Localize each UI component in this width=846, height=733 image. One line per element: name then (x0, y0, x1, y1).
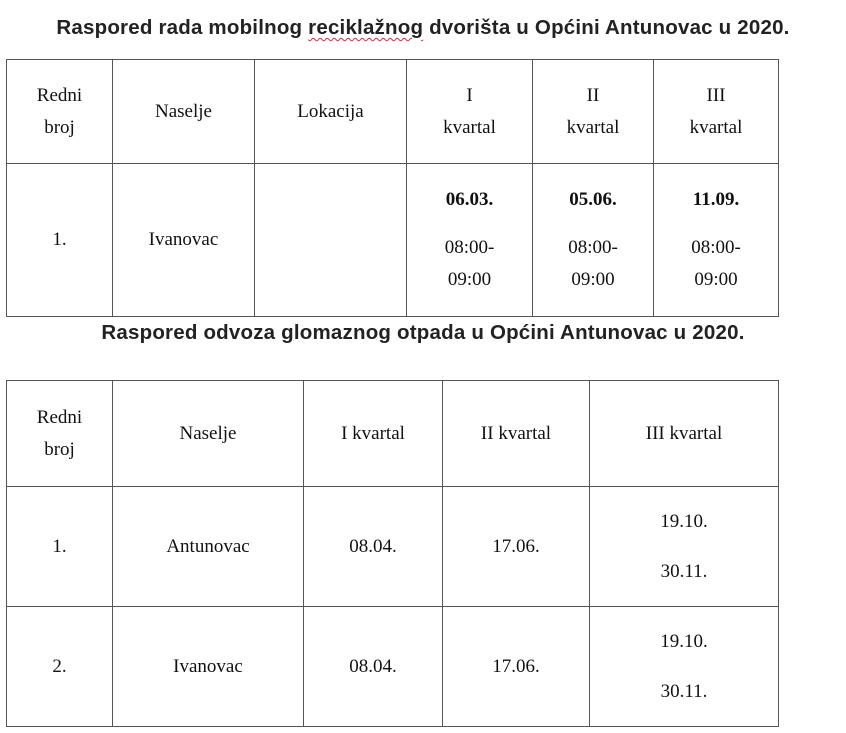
recycling-yard-schedule-table (6, 59, 779, 317)
header-naselje: Naselje (113, 60, 255, 164)
table-header-row (7, 381, 779, 487)
cell-redni-broj: 1. (7, 487, 113, 607)
cell-q2: 05.06. 08:00- 09:00 (533, 164, 654, 317)
cell-naselje: Antunovac (113, 487, 304, 607)
cell-redni-broj: 1. (7, 164, 113, 317)
recycling-yard-schedule-title: Raspored rada mobilnog reciklažnog dvorišta u Općini Antunovac u 2020. (56, 16, 790, 39)
cell-q3: 19.10. 30.11. (590, 607, 779, 727)
header-redni-broj: Redni broj (7, 60, 113, 164)
cell-lokacija (255, 164, 407, 317)
table-row (7, 487, 779, 607)
cell-q3: 19.10. 30.11. (590, 487, 779, 607)
header-q1: I kvartal (304, 381, 443, 487)
header-q2: II kvartal (443, 381, 590, 487)
header-q3: III kvartal (590, 381, 779, 487)
table-row (7, 607, 779, 727)
cell-naselje: Ivanovac (113, 164, 255, 317)
cell-q2: 17.06. (443, 487, 590, 607)
header-q1: I kvartal (407, 60, 533, 164)
header-lokacija: Lokacija (255, 60, 407, 164)
table-row (7, 164, 779, 317)
cell-q2: 17.06. (443, 607, 590, 727)
cell-q1: 06.03. 08:00- 09:00 (407, 164, 533, 317)
header-redni-broj: Redni broj (7, 381, 113, 487)
header-q2: II kvartal (533, 60, 654, 164)
cell-q3: 11.09. 08:00- 09:00 (654, 164, 779, 317)
cell-q1: 08.04. (304, 487, 443, 607)
cell-q1: 08.04. (304, 607, 443, 727)
cell-redni-broj: 2. (7, 607, 113, 727)
table-header-row (7, 60, 779, 164)
header-naselje: Naselje (113, 381, 304, 487)
bulky-waste-schedule-title: Raspored odvoza glomaznog otpada u Općini Antunovac u 2020. (101, 321, 745, 344)
spellcheck-flagged-word: reciklažnog (308, 16, 424, 39)
header-q3: III kvartal (654, 60, 779, 164)
cell-naselje: Ivanovac (113, 607, 304, 727)
bulky-waste-schedule-table (6, 380, 779, 727)
